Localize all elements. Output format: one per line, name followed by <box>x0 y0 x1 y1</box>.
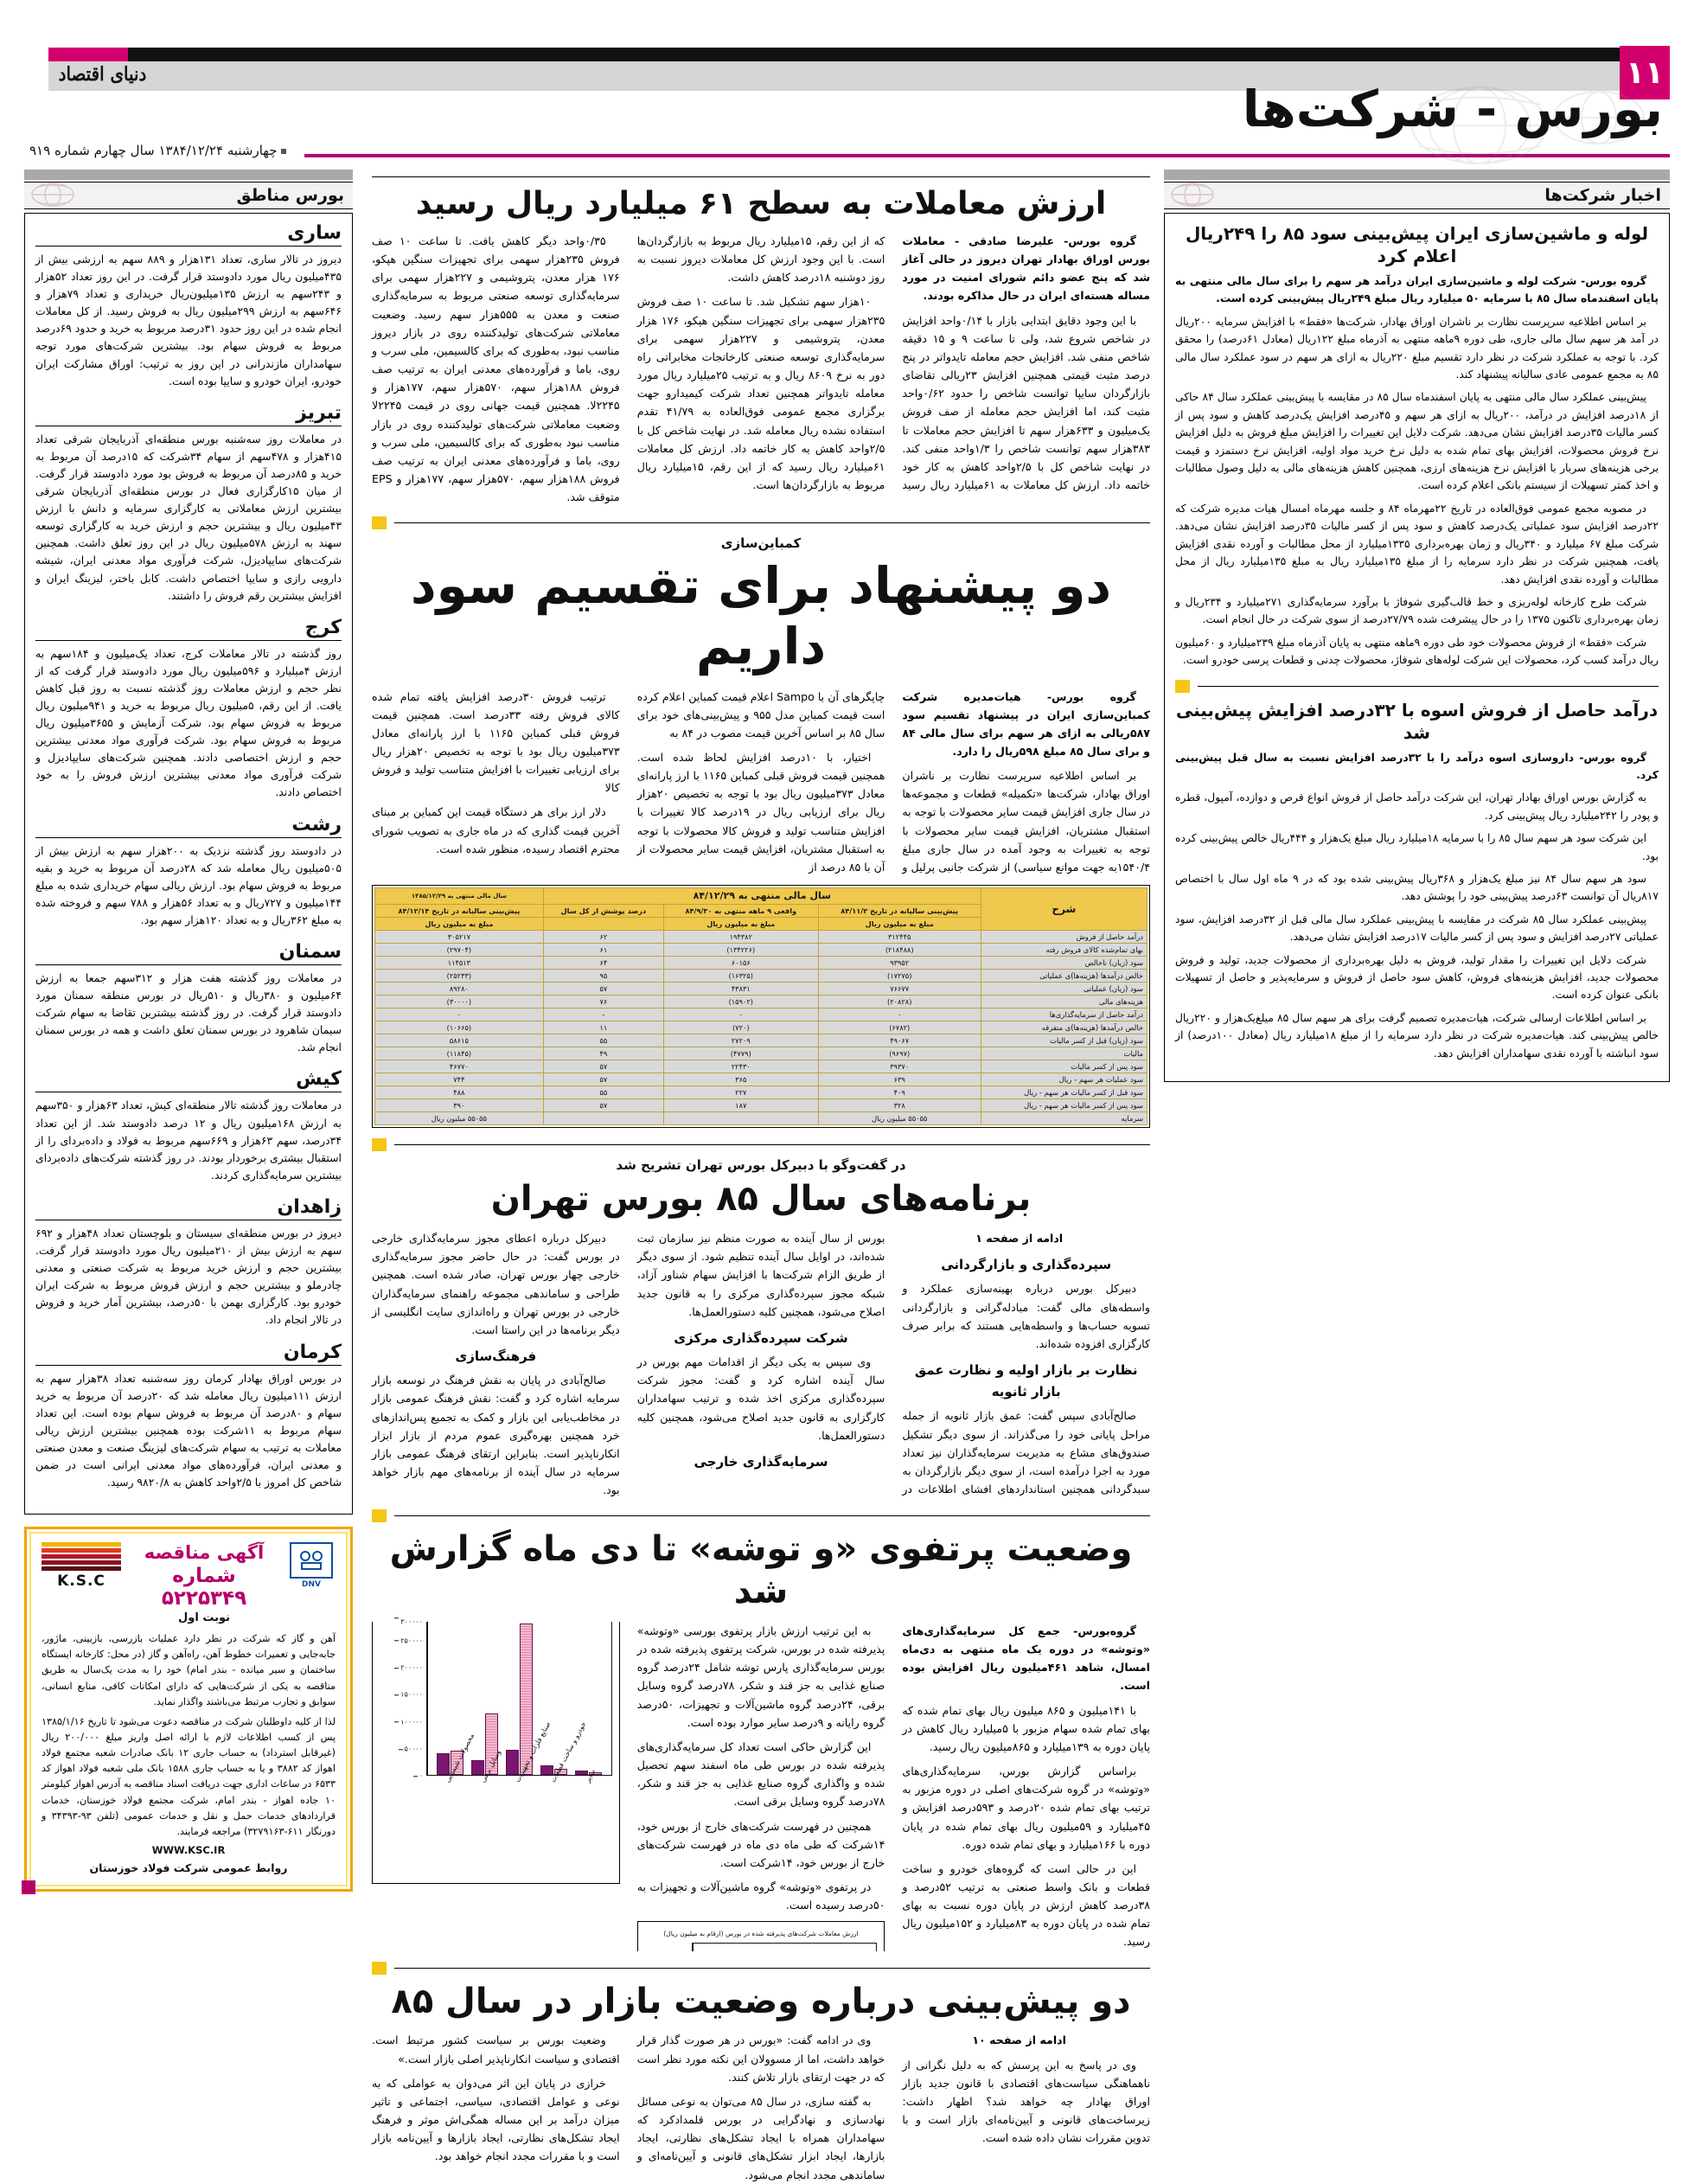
region-body: در معاملات روز گذشته هفت هزار و ۳۱۲سهم جمعا به ارزش ۶۴میلیون و ۳۸۰ریال و ۵۱۰ریال در بورس منطقه سمنان مورد دادوستد قرار گرفت. در روز گذشته بیشترین تقاضا به سهام شرکت سیمان شاهرود در بورس سمنان تعلق داشت و همه در بورس سمنان انجام شد. <box>35 971 342 1054</box>
company-news-box <box>1164 213 1670 1082</box>
table-row <box>375 1099 1147 1112</box>
cell-coverage-percent: ۴۹ <box>543 1047 663 1060</box>
dateline-text: چهارشنبه ۱۳۸۴/۱۲/۲۴ سال چهارم شماره ۹۱۹ <box>29 143 278 158</box>
table-row <box>375 970 1147 983</box>
regional-section-label: بورس مناطق <box>236 186 344 205</box>
advert-header <box>42 1542 336 1624</box>
cell-coverage-percent: - <box>543 1009 663 1022</box>
cell-forecast-85: ۴۶۷۷۰ <box>375 1060 544 1073</box>
dnv-logo <box>287 1542 336 1589</box>
sub-header-forecast-85: پیش‌بینی سالیانه در تاریخ ۸۴/۱۲/۱۴ <box>375 904 544 917</box>
tousheh-paragraph: در پرتفوی «وتوشه» گروه ماشین‌آلات و تجهیزات به ۵۰درصد رسیده است. <box>636 1880 885 1912</box>
financial-table-wrapper <box>372 885 1150 1128</box>
cell-coverage-percent: ۵۷ <box>543 1060 663 1073</box>
cell-actual-9m: ۱۹۴۳۸۲ <box>663 931 818 944</box>
section-grey-top <box>24 170 353 180</box>
cell-forecast-84: ۴۰۹ <box>818 1086 981 1099</box>
cell-description: سود عملیات هر سهم - ریال <box>981 1073 1147 1086</box>
cell-forecast-85: ۷۴۴ <box>375 1073 544 1086</box>
region-item <box>35 617 342 802</box>
cell-forecast-84: (۱۷۲۷۵) <box>818 970 981 983</box>
cell-description: درآمد حاصل از سرمایه‌گذاری‌ها <box>981 1009 1147 1022</box>
financial-table-head <box>375 888 1147 931</box>
unit-cell: مبلغ به میلیون ریال <box>375 918 544 931</box>
tehran-kicker: در گفت‌وگو با دبیرکل بورس تهران تشریح شد <box>616 1157 906 1174</box>
table-row <box>375 1086 1147 1099</box>
news-body <box>1175 272 1659 669</box>
lead-paragraph: ۱۰هزار سهم تشکیل شد. تا ساعت ۱۰ صف فروش ۲۳۵هزار سهمی برای تجهیزات سنگین هپکو، ۱۷۶ هزار معدن، پتروشیمی و ۲۲۷هزار سهمی برای سرمایه‌گذاری توسعه صنعتی کارخانجات مخابراتی راه دور به نرخ ۸۶۰۹ ریال و به ترتیب ۲۵میلیارد ریال مورد معامله تایدواتر همچنین تعداد شرکت کیمیدارو جهت برگزاری مجمع عمومی فوق‌العاده به ۴۱/۷۹ تقدم استفاده نشده ریال معامله شد. در نهایت شاخص کل با ۲/۵واحد کاهش یه کار خاتمه داد. ارزش کل معاملات ۶۱میلیارد ریال رسید که از این رقم، ۱۵میلیارد ریال مربوط به بازارگردان‌ها است. <box>636 295 885 492</box>
cell-description: سود (زیان) ناخالص <box>981 957 1147 970</box>
region-item <box>35 1196 342 1329</box>
cell-description: سود قبل از کسر مالیات هر سهم - ریال <box>981 1086 1147 1099</box>
tousheh-paragraph: این در حالی است که گروه‌های خودرو و ساخت قطعات و بانک واسط صنعتی به ترتیب ۵۲درصد و ۳۸درصد کاهش ارزش در پایان دوره نسبت به بهای تمام شده در پایان دوره به ۸۳میلیارد و ۱۵۲میلیون ریال رسید. <box>902 1861 1150 1949</box>
cell-forecast-85: ۴۸۸ <box>375 1086 544 1099</box>
cell-actual-9m: ۶۰۱۵۶ <box>663 957 818 970</box>
regional-section-header <box>24 170 353 209</box>
cell-actual-9m: ۲۲۷ <box>663 1086 818 1099</box>
advert-title-line1: آگهی مناقصه <box>144 1542 265 1564</box>
news-item <box>1175 699 1659 1063</box>
company-news-column <box>1164 170 1670 1082</box>
chart-x-axis-labels <box>380 1758 612 1880</box>
news-paragraph: گروه بورس- شرکت لوله و ماشین‌سازی ایران درآمد هر سهم را برای سال مالی منتهی به پایان اسفندماه سال ۸۵ با سرمایه ۵۰ میلیارد ریال مبلغ ۲۴۹ریال پیش‌بینی کرده است. <box>1175 275 1659 305</box>
cell-forecast-84: ۴۹۰۶۷ <box>818 1034 981 1047</box>
news-paragraph: شرکت «فقط» از فروش محصولات خود طی دوره ۹ماهه منتهی به پایان آذرماه مبلغ ۲۳۹میلیارد و ۶۰میلیون ریال درآمد کسب کرد، محصولات این شرکت لوله‌های شوفاژ، محصولات چدنی و قطعات پرسی خودرو است. <box>1175 636 1659 667</box>
chart-x-label: برقی <box>478 1767 493 1784</box>
region-item <box>35 941 342 1056</box>
tousheh-headline: وضعیت پرتفوی «و توشه» تا دی ماه گزارش شد <box>389 1529 1133 1612</box>
regional-items-box <box>24 213 353 1515</box>
region-item <box>35 1342 342 1492</box>
region-body: در دادوستد روز گذشته نزدیک به ۲۰۰هزار سهم به ارزش بیش از ۵۰۵میلیون ریال معامله شد که ۲۸درصد آن مربوط به خرید و بقیه مربوط به فروش سهام بود. ارزش ریالی سهام خریداری شده به مبلغ ۱۴۴میلیون و ۷۲۷ریال و به تعداد ۵۶هزار و ۷۸۸ سهم و فروخته شده به مبلغ ۳۶۲ریال و به تعداد ۱۲۰هزار سهم بود. <box>35 843 342 926</box>
tousheh-paragraph: با ۱۴۱میلیون و ۸۶۵ میلیون ریال بهای تمام شده که بهای تمام شده سهام مزبور با ۵میلیارد ریال کاهش در پایان دوره به ۱۳۹میلیارد و ۸۶۵میلیون ریال رسید. <box>902 1703 1150 1753</box>
divider-line <box>1198 686 1659 687</box>
unit-cell: مبلغ به میلیون ریال <box>663 918 818 931</box>
bottom-paragraph: به گفته سازی، در سال ۸۵ می‌توان به نوعی مسائل نهادسازی و نهادگرایی در بورس قلمدادکرد که سهامداران همراه با ایجاد تشکل‌های نظارتی، ایجاد بازارها، ایجاد ابزار تشکل‌های قانونی و آیین‌نامه‌ای و ساماندهی مجدد انجام می‌شود. <box>636 2094 885 2181</box>
unit-cell <box>543 918 663 931</box>
cell-forecast-84: (۹۶۹۷) <box>818 1047 981 1060</box>
cell-description: خالص درآمدها (هزینه‌ها)ی عملیاتی <box>981 970 1147 983</box>
cell-actual-9m: (۱۵۹۰۲) <box>663 996 818 1009</box>
region-item <box>35 222 342 390</box>
table-row <box>375 1009 1147 1022</box>
region-item <box>35 1068 342 1183</box>
tousheh-paragraph: براساس گزارش بورس، سرمایه‌گذاری‌های «وتوشه» در گروه شرکت‌های اصلی در دوره مزبور به ترتیب بهای تمام شده ۲۰درصد و ۵۹۳درصد افزایش و ۴۵میلیارد و ۵۹میلیون ریال بهای تمام شده در پایان دوره با ۱۶۶میلیارد و بهای تمام شده دوره. <box>902 1764 1150 1851</box>
kamain-paragraph: ترتیب فروش ۳۰درصد افزایش یافته تمام شده کالای فروش رفته ۳۳درصد است. همچنین قیمت فروش قبلی کمباین ۱۱۶۵ با ارز پارانه‌ای معادل ۳۷۳میلیون ریال بود با توجه به تخصیص ۲۰هزار ریال برای ارزیابی تغییرات با افزایش متناسب تولید و فروش کالا <box>372 689 620 795</box>
region-rule <box>35 1365 342 1366</box>
lead-body <box>372 232 1150 506</box>
divider-line <box>394 522 1150 523</box>
cell-forecast-85: ۰ <box>375 1009 544 1022</box>
cell-forecast-85: ۸۹۲۸۰ <box>375 983 544 996</box>
lead-paragraph: گروه بورس- علیرضا صادقی - معاملات بورس اوراق بهادار تهران دیروز در حالی آغاز شد که پنج عضو دائم شورای امنیت در مورد مساله هسته‌ای ایران در حال مذاکره بودند. <box>902 234 1150 303</box>
cell-forecast-84: ۳۱۲۴۴۵ <box>818 931 981 944</box>
tehran-subhead: شرکت سپرده‌گذاری مرکزی <box>674 1329 848 1346</box>
cell-description: هزینه‌های مالی <box>981 996 1147 1009</box>
story-divider <box>372 1962 1150 1974</box>
kamain-body <box>372 688 1150 877</box>
region-body: در بورس اوراق بهادار کرمان روز سه‌شنبه تعداد ۳۸هزار سهم به ارزش ۱۱۱میلیون ریال معامله شد که ۲۰درصد آن مربوط به خرید سهام و ۸۰درصد آن مربوط به فروش سهام بوده است. این تعداد سهام مربوط به ۱۱شرکت بوده همچنین بیشترین ارزش ریالی معاملات به ترتیب به سهام شرکت‌های لیزینگ صنعت و معدن صنعتی و معدنی ایران، فرآورده‌های مواد معدنی ایرانی است در ضمن شاخص کل امروز با ۲/۵واحد کاهش به ۹۸۲۰/۸ رسید. <box>35 1371 342 1489</box>
news-paragraph: به گزارش بورس اوراق بهادار تهران، این شرکت درآمد حاصل از فروش انواع قرص و دوازده، آمپول، قطره و پودر را ۲۴۲میلیارد ریال پیش‌بینی کرد. <box>1175 791 1659 822</box>
regional-markets-column <box>24 170 353 1892</box>
col-group-85: سال مالی منتهی به ۱۳۸۵/۱۲/۲۹ <box>375 888 544 905</box>
chart-y-tick: ۵۰۰۰۰ <box>405 1743 423 1754</box>
region-rule <box>35 837 342 838</box>
region-item <box>35 402 342 605</box>
advert-title-block <box>128 1542 280 1624</box>
kamain-kicker: کمباین‌سازی <box>720 535 802 552</box>
dateline-dash <box>304 154 370 157</box>
tehran-paragraph: وی سپس به یکی دیگر از اقدامات مهم بورس در سال آینده اشاره کرد و گفت: مجوز شرکت سپرده‌گذاری مرکزی اخذ شده و ترتیب سهامداران کارگزاری به قانون جدید اصلاح می‌شود، همچنین کلیه دستورالعمل‌ها. <box>636 1355 885 1442</box>
advert-inner-frame <box>29 1532 348 1886</box>
news-paragraph: شرکت طرح کارخانه لوله‌ریزی و خط قالب‌گیری شوفاژ با برآورد سرمایه‌گذاری ۲۷۱میلیارد و ۲۳۴ریال و زمان بهره‌برداری تاکنون ۱۳۷۵ را در حال پیشرفت شده ۲۷/۷۹درصد از سوی شرکت در حال انجام است. <box>1175 595 1659 626</box>
sub-header-forecast-84: پیش‌بینی سالیانه در تاریخ ۸۴/۱۱/۲ <box>818 904 981 917</box>
bottom-body <box>372 2031 1150 2183</box>
news-title: لوله و ماشین‌سازی ایران پیش‌بینی سود ۸۵ را ۲۴۹ریال اعلام کرد <box>1185 223 1649 266</box>
cell-forecast-85: (۱۰۶۶۵) <box>375 1022 544 1034</box>
advert-corner-square <box>22 1880 35 1894</box>
tehran-subhead: سپرده‌گذاری و بازارگردانی <box>941 1257 1112 1273</box>
cell-coverage-percent: ۶۲ <box>543 931 663 944</box>
news-paragraph: گروه بورس- داروسازی اسوه درآمد را با ۳۲درصد افزایش نسبت به سال قبل پیش‌بینی کرد. <box>1175 751 1659 781</box>
advert-paragraph: لذا از کلیه داوطلبان شرکت در مناقصه دعوت می‌شود تا تاریخ ۱۳۸۵/۱/۱۶ پس از کسب اطلاعات لازم با ارائه اصل واریز مبلغ ۲۰۰/۰۰۰ ریال (غیرقابل استرداد) به حساب جاری ۱۲ بانک صادرات شعبه مجتمع فولاد اهواز کد ۳۸۸۲ و یا به حساب جاری ۱۵۸۸ بانک ملی شعبه فولاد اهواز کد ۶۵۳۳ در ساعات اداری جهت دریافت اسناد مناقصه به آدرس اهواز کیلومتر ۱۰ جاده اهواز - بندر امام، شرکت مجتمع فولاد خوزستان، خدمات قراردادهای خدمات حمل و نقل و خدمات عمومی (تلفن ۹۳-۳۴۳۹۳ و دورنگار ۶۱۱-۳۲۷۹۱۶۳) مراجعه فرمایند. <box>42 1715 336 1837</box>
cell-description: خالص درآمدها (هزینه‌ها)ی متفرقه <box>981 1022 1147 1034</box>
table-row <box>375 1073 1147 1086</box>
kamain-headline: دو پیشنهاد برای تقسیم سود داریم <box>410 556 1112 676</box>
region-rule <box>35 246 342 247</box>
bottom-paragraph: وی در پاسخ به این پرسش که به دلیل نگرانی از ناهماهنگی سیاست‌های اقتصادی با قانون جدید بازار اوراق بهادار چه خواهد شد؟ اظهار داشت: زیرساخت‌های قانونی و آیین‌نامه‌ای بازار است و با تدوین مقررات نشان داده شده است. <box>902 2058 1150 2145</box>
bottom-headline: دو پیش‌بینی درباره وضعیت بازار در سال ۸۵ <box>391 1981 1131 2021</box>
ksc-bars-icon <box>42 1542 121 1571</box>
cell-description: سرمایه <box>981 1112 1147 1125</box>
advert-title-line3: نوبت اول <box>177 1611 231 1625</box>
dateline <box>29 143 291 158</box>
tehran-body <box>372 1229 1150 1499</box>
tehran-paragraph: دبیرکل درباره اعطای مجوز سرمایه‌گذاری خارجی در بورس گفت: در حال حاضر مجوز سرمایه‌گذاری خارجی چهار بورس تهران، صادر شده است. همچنین طراحی و ساماندهی مجموعه راهنمای سرمایه‌گذاران خارجی در بورس تهران و راه‌اندازی سایت انگلیسی از دیگر برنامه‌ها در این راستا است. <box>372 1232 620 1336</box>
table-row <box>375 1060 1147 1073</box>
divider-yellow-square-icon <box>372 516 387 529</box>
story-divider <box>372 516 1150 528</box>
dnv-glyph-icon <box>297 1548 326 1572</box>
divider-yellow-square-icon <box>372 1138 387 1151</box>
cell-actual-9m: (۴۷۷۹) <box>663 1047 818 1060</box>
cell-forecast-84: ۶۳۹ <box>818 1073 981 1086</box>
tehran-subhead: سرمایه‌گذاری خارجی <box>694 1453 828 1470</box>
advert-url[interactable]: WWW.KSC.IR <box>151 1843 226 1856</box>
cell-coverage-percent: ۶۴ <box>543 957 663 970</box>
dnv-mark-icon <box>290 1542 333 1579</box>
news-body <box>1175 749 1659 1063</box>
bottom-paragraph: وضعیت بورس بر سیاست کشور مرتبط است. اقتصادی و سیاست انکارناپذیر اصلی بازار است.» <box>372 2033 620 2066</box>
region-name: کیش <box>296 1068 342 1091</box>
table-row <box>375 1022 1147 1034</box>
financial-table <box>374 887 1147 1125</box>
tousheh-body <box>372 1613 1151 1951</box>
news-paragraph: شرکت دلایل این تغییرات را مقدار تولید، فروش به دلیل بهره‌برداری از محصولات جدید، تولید و فروش محصولات جدید، افزایش هزینه‌های فروش، کاهش سود حاصل از فروش و سرمایه‌پذیر و حاصل از تسهیلات بانکی عنوان کرده است. <box>1175 953 1659 1002</box>
news-paragraph: سود هر سهم سال ۸۴ نیز مبلغ یک‌هزار و ۳۶۸ریال پیش‌بینی شده بود که در ۹ ماه اول سال با اختصاص ۸۱۷ریال آن توانست ۶۳درصد پیش‌بینی خود را پوشش دهد. <box>1175 872 1659 903</box>
cell-forecast-84: ۳۹۳۷۰ <box>818 1060 981 1073</box>
news-divider <box>1175 680 1659 692</box>
tehran-paragraph: صالح‌آبادی در پایان به نقش فرهنگ در توسعه بازار سرمایه اشاره کرد و گفت: نقش فرهنگ عمومی بازار در مخاطب‌یابی این بازار و کمک به تجمیع پس‌اندازهای خرد همچنین بهره‌گیری عموم مردم از بازار ابزار انکارناپذیر است. بنابراین ارتقای فرهنگ عمومی بازار سرمایه در سال آینده از برنامه‌های مهم بازار خواهد بود. <box>372 1374 620 1497</box>
ksc-label: K.S.C <box>57 1572 105 1591</box>
mini-globe-icon <box>29 182 76 208</box>
cell-description: مالیات <box>981 1047 1147 1060</box>
cell-actual-9m: ۰ <box>663 1009 818 1022</box>
cell-actual-9m: ۲۲۴۳۰ <box>663 1060 818 1073</box>
cell-description: سود (زیان) قبل از کسر مالیات <box>981 1034 1147 1047</box>
cell-forecast-85: (۲۹۷۰۴) <box>375 944 544 957</box>
advert-signature: روابط عمومی شرکت فولاد خوزستان <box>89 1861 288 1874</box>
dnv-label: DNV <box>302 1580 321 1590</box>
table-row <box>375 1047 1147 1060</box>
news-paragraph: پیش‌بینی عملکرد سال مالی منتهی به پایان اسفندماه سال ۸۵ در مقایسه با پیش‌بینی عملکرد سال ۸۴ حاکی از ۱۸درصد افزایش در درآمد، ۲۰۰ریال به ازای هر سهم و ۴۵درصد افزایش یک‌درصد کاهش و سود پس از کسر مالیات ۳۵درصد افزایش نشان می‌دهد. شرکت دلایل این تغییرات را افزایش مبلغ فروش به دلیل افزایش نرخ فروش محصولات، افزایش بهای تمام شده به دلیل نرخ خرید مواد اولیه، افزایش نرخ دستمزد و قیمت برخی هزینه‌های سربار با افزایش نرخ هزینه‌های ارزی، همچنین کاهش هزینه‌های مالی به دلیل وصول مطالبات و اخذ کمتر تسهیلات از سیستم بانکی اعلام کرده است. <box>1175 391 1659 492</box>
tousheh-paragraph: این گزارش حاکی است تعداد کل سرمایه‌گذاری‌های پذیرفته شده در بورس طی ماه اسفند سهم تحصیل شده و واگذاری گروه صنایع غذایی به جز قند و شکر، ۷۸درصد گروه وسایل برقی است. <box>636 1739 885 1809</box>
divider-yellow-square-icon <box>372 1509 387 1522</box>
cell-coverage-percent <box>543 1112 663 1125</box>
cell-description: درآمد حاصل از فروش <box>981 931 1147 944</box>
cell-coverage-percent: ۶۱ <box>543 944 663 957</box>
chart-x-label: سایر <box>584 1768 598 1784</box>
region-name: رشت <box>291 813 342 836</box>
cell-actual-9m: ۴۳۸۳۱ <box>663 983 818 996</box>
story-divider <box>372 1509 1150 1521</box>
region-name: تبریز <box>296 401 342 424</box>
tousheh-paragraph: به این ترتیب ارزش بازار پرتفوی بورسی «وتوشه» پذیرفته شده در بورس، شرکت پرتفوی پذیرفته شده در بورس سرمایه‌گذاری پارس توشه شامل ۲۴درصد گروه صنایع غذایی به جز قند و شکر، ۷۸درصد گروه وسایل برقی، ۲۴درصد گروه ماشین‌آلات و تجهیزات، ۵۰درصد گروه رایانه و ۹درصد سایر موارد بوده است. <box>636 1624 885 1729</box>
cell-forecast-85: ۳۹۰ <box>375 1099 544 1112</box>
tehran-subhead: فرهنگ‌سازی <box>455 1348 537 1365</box>
cell-description: سود پس از کسر مالیات <box>981 1060 1147 1073</box>
tousheh-paragraph: همچنین در فهرست شرکت‌های خارج از بورس خود، ۱۴شرکت که طی ماه دی ماه در فهرست شرکت‌های خارج از بورس خود، ۱۴شرکت است. <box>636 1819 885 1869</box>
cell-actual-9m: ۲۷۲۰۹ <box>663 1034 818 1047</box>
page-number: ۱۱ <box>1620 46 1670 99</box>
cell-coverage-percent: ۱۱ <box>543 1022 663 1034</box>
masthead-pink-bar <box>48 48 128 61</box>
cell-actual-9m: (۱۶۳۲۵) <box>663 970 818 983</box>
table-row <box>375 1034 1147 1047</box>
cell-forecast-85: ۳۰۵۲۱۷ <box>375 931 544 944</box>
dateline-rule <box>321 154 1670 157</box>
tehran-subhead: نظارت بر بازار اولیه و نظارت عمق بازار ثانویه <box>914 1362 1138 1400</box>
cell-coverage-percent: ۷۶ <box>543 996 663 1009</box>
region-name: کرمان <box>283 1341 342 1363</box>
region-rule <box>35 964 342 965</box>
table-row <box>375 1112 1147 1125</box>
news-paragraph: در مصوبه مجمع عمومی فوق‌العاده در تاریخ ۲۲مهرماه ۸۴ و جلسه مهرماه امسال هیات مدیره شرکت که ۲۲درصد افزایش سود عملیاتی یک‌درصد کاهش و سود پس از کسر مالیات ۳۵درصد افزایش نشان می‌دهد. شرکت مبلغ ۶۷ میلیارد و ۳۴۰ریال و زمان بهره‌برداری ۱۳۳۵میلیارد از محل مطالبات و آورده نقدی افزایش یافت، همچنین شرکت در نظر دارد سرمایه را از مبلغ ۱۳۵میلیارد ریال به مبلغ ۱۳۵میلیارد ریال از محل مطالبات و آورده نقدی افزایش دهد. <box>1175 502 1659 586</box>
cell-coverage-percent: ۵۵ <box>543 1086 663 1099</box>
ksc-logo <box>42 1542 121 1590</box>
divider-yellow-square-icon <box>1175 680 1190 693</box>
chart-title: ارزش معاملات شرکت‌های پذیرفته شده در بورس (ارقام به میلیون ریال) <box>663 1930 859 1938</box>
chart-y-tick: ۲۵۰۰۰۰ <box>400 1635 423 1646</box>
bottom-continued-note: ادامه از صفحه ۱۰ <box>972 2033 1066 2047</box>
advert-title-line2: شماره ۵۲۲۵۳۴۹ <box>161 1565 247 1611</box>
tender-advertisement[interactable] <box>24 1527 353 1892</box>
cell-forecast-84: ۷۶۶۷۷ <box>818 983 981 996</box>
bottom-paragraph: وی در ادامه گفت: «بورس در هر صورت گذار قرار خواهد داشت، اما از مسوولان این نکته مورد نظر است که در جهت ارتقای بازار تلاش کنند. <box>636 2033 885 2084</box>
region-body: در معاملات روز گذشته تالار منطقه‌ای کیش، تعداد ۶۳هزار و ۳۵۰سهم به ارزش ۱۶۸میلیون ریال و ۱۲ درصد دادوستد شد. از این تعداد ۳۴درصد، سهم ۶۳هزار و ۶۶۹سهم مربوط به فولاد و داده‌بردای را از استقبال بیشتری برخوردار بودند. در روز گذشته شرکت‌های داده‌بردای بیشترین سرمایه‌گذاری کردند. <box>35 1098 342 1182</box>
region-rule <box>35 640 342 641</box>
region-body: در معاملات روز سه‌شنبه بورس منطقه‌ای آذربایجان شرقی تعداد ۴۱۵هزار و ۴۷۸سهم از سهام ۳۴شرکت که ۱۵درصد آن مربوط به خرید و ۸۵درصد آن مربوط به فروش بود مورد دادوستد قرار گرفت. از میان ۱۵کارگزاری فعال در بورس منطقه‌ای آذربایجان شرقی بیشترین ارزش معاملاتی به کارگزاری سرمایه و دانش با ارزش ۴۳میلیون ریال و بیشترین حجم و ارزش خرید به کارگزاری توسعه سهند به ارزش ۵۷۸میلیون ریال در این روز تعلق داشت. همچنین شرکت‌های سایپادیزل، شرکت فرآوری مواد معدنی ایران، شیشه دارویی رازی و سایپا اختصاص داشت. کابل باختر، لیزینگ ایران و افزایش بیشترین رقم فروش را داشتند. <box>35 432 342 602</box>
tehran-paragraph: دبیرکل بورس درباره بهینه‌سازی عملکرد و واسطه‌های مالی گفت: مبادله‌گرانی و بازارگردانی تسویه حساب‌ها و واسطه‌هایی هستند که برابر صرف کارگزاری افزوده شده‌اند. <box>902 1282 1150 1350</box>
news-paragraph: بر اساس اطلاعات ارسالی شرکت، هیات‌مدیره تصمیم گرفت برای هر سهم سال ۸۵ میلغ‌یک‌هزار و ۲۲۰ریال خالص پیش‌بینی کند. هیات‌مدیره شرکت در نظر دارد سرمایه را از مبلغ ۱۸میلیارد ریال (معادل ۱۰۰درصد) از سود انباشته با آورده نقدی سهامداران افزایش دهد. <box>1175 1011 1659 1060</box>
cell-forecast-84: ۹۳۹۵۲ <box>818 957 981 970</box>
table-header-row <box>375 888 1147 905</box>
tehran-paragraph: صالح‌آبادی سپس گفت: عمق بازار ثانویه از جمله مراحل پایانی خود را می‌گذراند. از سوی دیگر تشکیل صندوق‌های مشاع به مدیریت سرمایه‌گذاران نیز تعداد مورد به اجرا درآمده است، از سوی دیگر بازارگردان به سبدگردانی همچنین استانداردهای افشای اطلاعات در بورس از سال آینده به صورت منظم نیز سازمان ثبت شده‌اند، در اوایل سال آینده تنظیم شود. از سوی دیگر از طریق الزام شرکت‌ها با افزایش سهام شناور آزاد، شبکه مجوز سپرده‌گذاری مرکزی را به قانون جدید اصلاح می‌شود، همچنین کلیه دستورالعمل‌ها. <box>636 1232 1150 1496</box>
cell-description: سود (زیان) عملیاتی <box>981 983 1147 996</box>
company-news-section-header <box>1164 170 1670 209</box>
kamain-paragraph: دلار ارز برای هر دستگاه قیمت این کمباین بر مبنای آخرین قیمت گذاری که در ماه جاری به تصویب شورای محترم اقتصاد رسیده، منظور شده است. <box>372 805 620 855</box>
divider-yellow-square-icon <box>372 1962 387 1975</box>
cell-forecast-84: (۲۱۸۴۸۸) <box>818 944 981 957</box>
cell-description: بهای تمام‌شده کالای فروش رفته <box>981 944 1147 957</box>
kamain-paragraph: بر اساس اطلاعیه سرپرست نظارت بر ناشران اوراق بهادار، شرکت‌ها «تکمیله» قطعات و مجموعه‌ها در سال جاری افزایش قیمت سایر محصولات با توجه به استقبال مشتریان، افزایش قیمت سایر محصولات با توجه به تغییرات به وجود آمده در سال جاری مبلغ ۱۵۴۰/۴به جهت موانع سیاسی) از شرکت جانبی پرلیل و چاپگرهای آن با Sampo اعلام قیمت کمباین اعلام کرده است قیمت کمباین مدل ۹۵۵ و پیش‌بینی‌های خود برای سال ۸۵ بر اساس آخرین قیمت مصوب در ۸۴ به <box>636 689 1150 874</box>
news-paragraph: این شرکت سود هر سهم سال ۸۵ را با سرمایه ۱۸میلیارد ریال مبلغ یک‌هزار و ۴۴۴ریال خالص پیش‌بینی کرده بود. <box>1175 832 1659 862</box>
financial-table-body <box>375 931 1147 1125</box>
section-grey-top <box>1164 170 1670 180</box>
advert-paragraph: آهن و گاز که شرکت در نظر دارد عملیات بازرسی، بازبینی، ماژور، جابه‌جایی و تعمیرات خطوط آهن، راه‌آهن و گاز (در محل: کارخانه ایستگاه ساختمان و سیر میانده - بندر امام) خود را به مدت یک‌سال به طریق مناقصه به یکی از شرکت‌هایی که دارای امکانات کافی، منابع انسانی، سوابق و تجارب مرتبط می‌باشند واگذار نماید. <box>42 1633 336 1707</box>
divider-line <box>394 1515 1150 1516</box>
sub-header-coverage: درصد پوشش از کل سال <box>543 904 663 917</box>
chart-y-tick: ۳۰۰۰۰۰ <box>400 1611 687 1941</box>
chart-y-tick: ۲۰۰۰۰۰ <box>400 1662 423 1673</box>
cell-coverage-percent: ۵۷ <box>543 983 663 996</box>
region-name: زاهدان <box>277 1195 342 1218</box>
col-desc-header: شرح <box>981 888 1147 931</box>
region-body: دیروز در تالار ساری، تعداد ۱۳۱هزار و ۸۸۹ سهم به ارزشی بیش از ۴۳۵میلیون ریال مورد دادوستد قرار گرفت. در این روز تعداد ۵۲هزار و ۲۴۳سهم به ارزش ۱۳۵میلیون‌ریال خریداری و تعداد ۷۹هزار و ۶۴۶سهم به ارزش ۲۹۹میلیون ریال به فروش رسید. از کل معاملات انجام شده در این روز حدود ۳۱درصد مربوط به خرید و حدود ۶۹درصد مربوط به فروش سهام بود. بیشترین شرکت‌های مورد توجه سهامداران مازندرانی در این روز به ترتیب: اوراق مشارکت ایران خودرو، ایران خودرو و سایپا بوده است. <box>35 253 342 387</box>
region-name: سمنان <box>278 941 342 963</box>
cell-coverage-percent: ۵۷ <box>543 1099 663 1112</box>
kamain-paragraph: گروه بورس- هیات‌مدیره شرکت کمباین‌سازی ایران در پیشنهاد تقسیم سود ۵۸۷ریالی به ازای هر سهم برای سال مالی ۸۴ و برای سال ۸۵ مبلغ ۵۹۸ریال را دارد. <box>902 689 1150 758</box>
tousheh-paragraph: گروه‌بورس- جمع کل سرمایه‌گذاری‌های «وتوشه» در دوره یک ماه منتهی به دی‌ماه امسال، شاهد ۴۶۱میلیون ریال افزایش بوده است. <box>902 1624 1151 1693</box>
lead-paragraph: ۰/۳۵واحد دیگر کاهش یافت. تا ساعت ۱۰ صف فروش ۲۳۵هزار سهمی برای تجهیزات سنگین هپکو، ۱۷۶ هزار معدن، پتروشیمی و ۲۲۷هزار سهمی برای سرمایه‌گذاری توسعه صنعتی مربوط به سرمایه‌گذاری صنعت و معدن به ۵۵۵هزار سهم رسید. وضعیت معاملاتی شرکت‌های تولیدکننده روی در بازار دیروز مناسب نبود، به‌طوری که برای کالسیمین، ملی سرب و روی، باما و فرآورده‌های معدنی ایران به ترتیب صف فروش ۱۸۸هزار سهم، ۵۷۰هزار سهم، ۱۷۷هزار و ۲۲۴۵لا. همچنین قیمت جهانی روی در قیمت ۲۲۴۵لا وضعیت معاملاتی شرکت‌های تولیدکننده روی در بازار مناسب نبود به‌طوری که برای کالسیمین، ملی سرب و روی، باما و فرآورده‌های معدنی ایران به ترتیب صف فروش ۱۸۸هزار سهم، ۵۷۰هزار سهم، ۱۷۷هزار و EPS متوقف شد. <box>372 234 620 504</box>
cell-forecast-85: (۱۱۸۴۵) <box>375 1047 544 1060</box>
region-body: روز گذشته در تالار معاملات کرج، تعداد یک‌میلیون و ۱۸۴سهم به ارزش ۴میلیارد و ۵۹۶میلیون ریال مورد دادوستد قرار گرفت که از نظر حجم و ارزش معاملات روز گذشته نسبت به روز قبل کاهش یافت. از این رقم، ۵میلیون ریال مربوط به خرید و ۹۴۱میلیون ریال مربوط به فروش سهام بود. شرکت آزمایش و ۳۶۵۵میلیون ریال مربوط به فروش سهام بود. شرکت فرآوری مواد معدنی بیشترین حجم و ارزش اختصاصی دادند. همچنین شرکت‌های سایپادیزل و شرکت فرآوری مواد معدنی بیشترین ارزش فروش را به خود اختصاص دادند. <box>35 646 342 799</box>
masthead-black-bar <box>128 48 1620 61</box>
tehran-headline: برنامه‌های سال ۸۵ بورس تهران <box>490 1179 1032 1220</box>
cell-coverage-percent: ۹۵ <box>543 970 663 983</box>
table-row <box>375 996 1147 1009</box>
cell-actual-9m: ۳۶۵ <box>663 1073 818 1086</box>
dateline-square-icon <box>281 149 286 154</box>
cell-forecast-85: ۵۵۰۵۵ میلیون ریال <box>375 1112 544 1125</box>
cell-forecast-85: (۲۵۲۳۳) <box>375 970 544 983</box>
table-row <box>375 983 1147 996</box>
sub-header-actual-9m: واقعی ۹ ماهه منتهی به ۸۴/۹/۳۰ <box>663 904 818 917</box>
main-content-column <box>372 170 1150 2184</box>
cell-forecast-85: ۵۸۶۱۵ <box>375 1034 544 1047</box>
table-row <box>375 944 1147 957</box>
table-row <box>375 931 1147 944</box>
cell-forecast-85: (۳۰۰۰۰) <box>375 996 544 1009</box>
region-body: دیروز در بورس منطقه‌ای سیستان و بلوچستان تعداد ۴۸هزار و ۶۹۲ سهم به ارزش بیش از ۲۱۰میلیون ریال مورد دادوستد قرار گرفت. بیشترین حجم و ارزش خرید مربوط به شرکت صنعتی و معدنی چادرملو و بیشترین حجم و ارزش فروش مربوط به شرکت ایران خودرو بود. کارگزاری بهمن با ۵۰درصد، بیشترین آمار خرید و فروش در تالار انجام داد. <box>35 1226 342 1327</box>
region-name: ساری <box>287 222 342 244</box>
news-title: درآمد حاصل از فروش اسوه با ۳۲درصد افزایش پیش‌بینی شد <box>1175 699 1659 743</box>
lead-top-rule <box>372 176 1150 177</box>
table-row <box>375 957 1147 970</box>
chart-y-tick: ۰ <box>419 1771 423 1782</box>
cell-forecast-84: ۵۵۰۵۵ میلیون ریال <box>818 1112 981 1125</box>
cell-coverage-percent: ۵۵ <box>543 1034 663 1047</box>
region-item <box>35 814 342 929</box>
cell-forecast-85: ۱۱۴۵۱۳ <box>375 957 544 970</box>
cell-forecast-84: (۲۰۸۲۸) <box>818 996 981 1009</box>
story-divider <box>372 1138 1150 1150</box>
chart-x-label: شیمیایی <box>444 1758 462 1784</box>
unit-cell: مبلغ به میلیون ریال <box>818 918 981 931</box>
divider-line <box>394 1144 1150 1145</box>
cell-actual-9m <box>663 1112 818 1125</box>
chart-y-tick: ۱۵۰۰۰۰ <box>400 1689 423 1700</box>
company-news-section-label: اخبار شرکت‌ها <box>1544 186 1661 205</box>
lead-headline: ارزش معاملات به سطح ۶۱ میلیارد ریال رسید <box>415 186 1107 221</box>
cell-coverage-percent: ۵۷ <box>543 1073 663 1086</box>
bottom-paragraph: خرازی در پایان این اثر می‌دوان به عواملی که به نوعی و عوامل اقتصادی، سیاسی، اجتماعی و تاثیر میزان درآمد بر این مساله همگی‌اش موثر و فرهنگ ایجاد تشکل‌های نظارتی، ایجاد بازارها و آیین‌نامه بازار است و با مقررات مجدد انجام خواهد بود. <box>372 2076 620 2163</box>
news-paragraph: بر اساس اطلاعیه سرپرست نظارت بر ناشران اوراق بهادار، شرکت‌ها «فقط» با افزایش سرمایه ۲۰۰ریال در آمد هر سهم سال مالی جاری، طی دوره ۹ماهه منتهی به آذرماه مبلغ ۱۲۲ریال (معادل ۶۱درصد) را محقق کرد. با توجه به عملکرد شرکت در نظر دارد تقسیم مبلغ ۲۲۰ریال به ازای هر سهم در سود عملکرد سال مالی ۸۵ به مجمع عمومی عادی سالیانه پیشنهاد کند. <box>1175 315 1659 381</box>
lead-paragraph: با این وجود دقایق ابتدایی بازار با ۰/۱۴واحد افزایش در شاخص شروع شد، ولی تا ساعت ۹ و ۱۵ دقیقه شاخص منفی شد. افزایش حجم معامله تایدواتر در پنج درصد مثبت قیمتی همچنین افزایش ۲۳ریالی تقاضای بازارگردان سایپا توانست شاخص را حدود ۰/۶۲واحد مثبت کند، اما افزایش حجم معامله از صف فروش یک‌میلیون و ۶۳۳هزار سهم تا افزایش حجم معاملات تا ۳۸۳هزار سهم توانست شاخص را ۱/۳واحد منفی کند. در نهایت شاخص کل با ۲/۵واحد کاهش به کار خود خاتمه داد. ارزش کل معاملات به ۶۱میلیارد ریال رسید که از این رقم، ۱۵میلیارد ریال مربوط به بازارگردان‌ها است. با این وجود ارزش کل معاملات دیروز نسبت به روز دوشنبه ۱۸درصد کاهش داشت. <box>636 234 1150 492</box>
cell-forecast-84: (۶۷۸۲) <box>818 1022 981 1034</box>
news-paragraph: پیش‌بینی عملکرد سال ۸۵ شرکت در مقایسه با پیش‌بینی عملکرد سال مالی قبل از ۳۲درصد افزایش، سود عملیاتی ۲۷درصد افزایش و سود پس از کسر مالیات ۱۷درصد افزایش نشان می‌دهد. <box>1175 913 1659 944</box>
chart-y-tick: ۱۰۰۰۰۰ <box>400 1716 423 1727</box>
mini-globe-icon <box>1169 182 1216 208</box>
page-section-title: بورس - شرکت‌ها <box>1242 80 1663 138</box>
col-group-84: سال مالی منتهی به ۸۴/۱۲/۲۹ <box>543 888 981 905</box>
cell-description: سود پس از کسر مالیات هر سهم - ریال <box>981 1099 1147 1112</box>
cell-actual-9m: (۱۳۴۲۲۶) <box>663 944 818 957</box>
kamain-paragraph: اختیار، با ۱۰درصد افزایش لحاظ شده است. همچنین قیمت فروش قبلی کمباین ۱۱۶۵ با ارز پارانه‌ای معادل ۳۷۳میلیون ریال بود با توجه به تخصیص ۲۰هزار ریال برای ارزیابی ریال در ۱۹درصد کالا تغییرات با افزایش متناسب تولید و فروش کالا محصولات با توجه به استقبال مشتریان، افزایش قیمت سایر محصولات از آن با ۸۵ درصد از <box>636 751 885 874</box>
cell-forecast-84: ۰ <box>818 1009 981 1022</box>
cell-forecast-84: ۳۲۸ <box>818 1099 981 1112</box>
advert-body <box>42 1631 336 1840</box>
publication-logo: دنیای اقتصاد <box>58 63 147 86</box>
cell-actual-9m: (۷۲۰) <box>663 1022 818 1034</box>
section-label-bar <box>1164 182 1670 209</box>
divider-line <box>394 1968 1150 1969</box>
tehran-continued-note: ادامه از صفحه ۱ <box>975 1232 1064 1246</box>
news-item <box>1175 222 1659 669</box>
region-name: کرج <box>304 616 342 638</box>
cell-actual-9m: ۱۸۷ <box>663 1099 818 1112</box>
